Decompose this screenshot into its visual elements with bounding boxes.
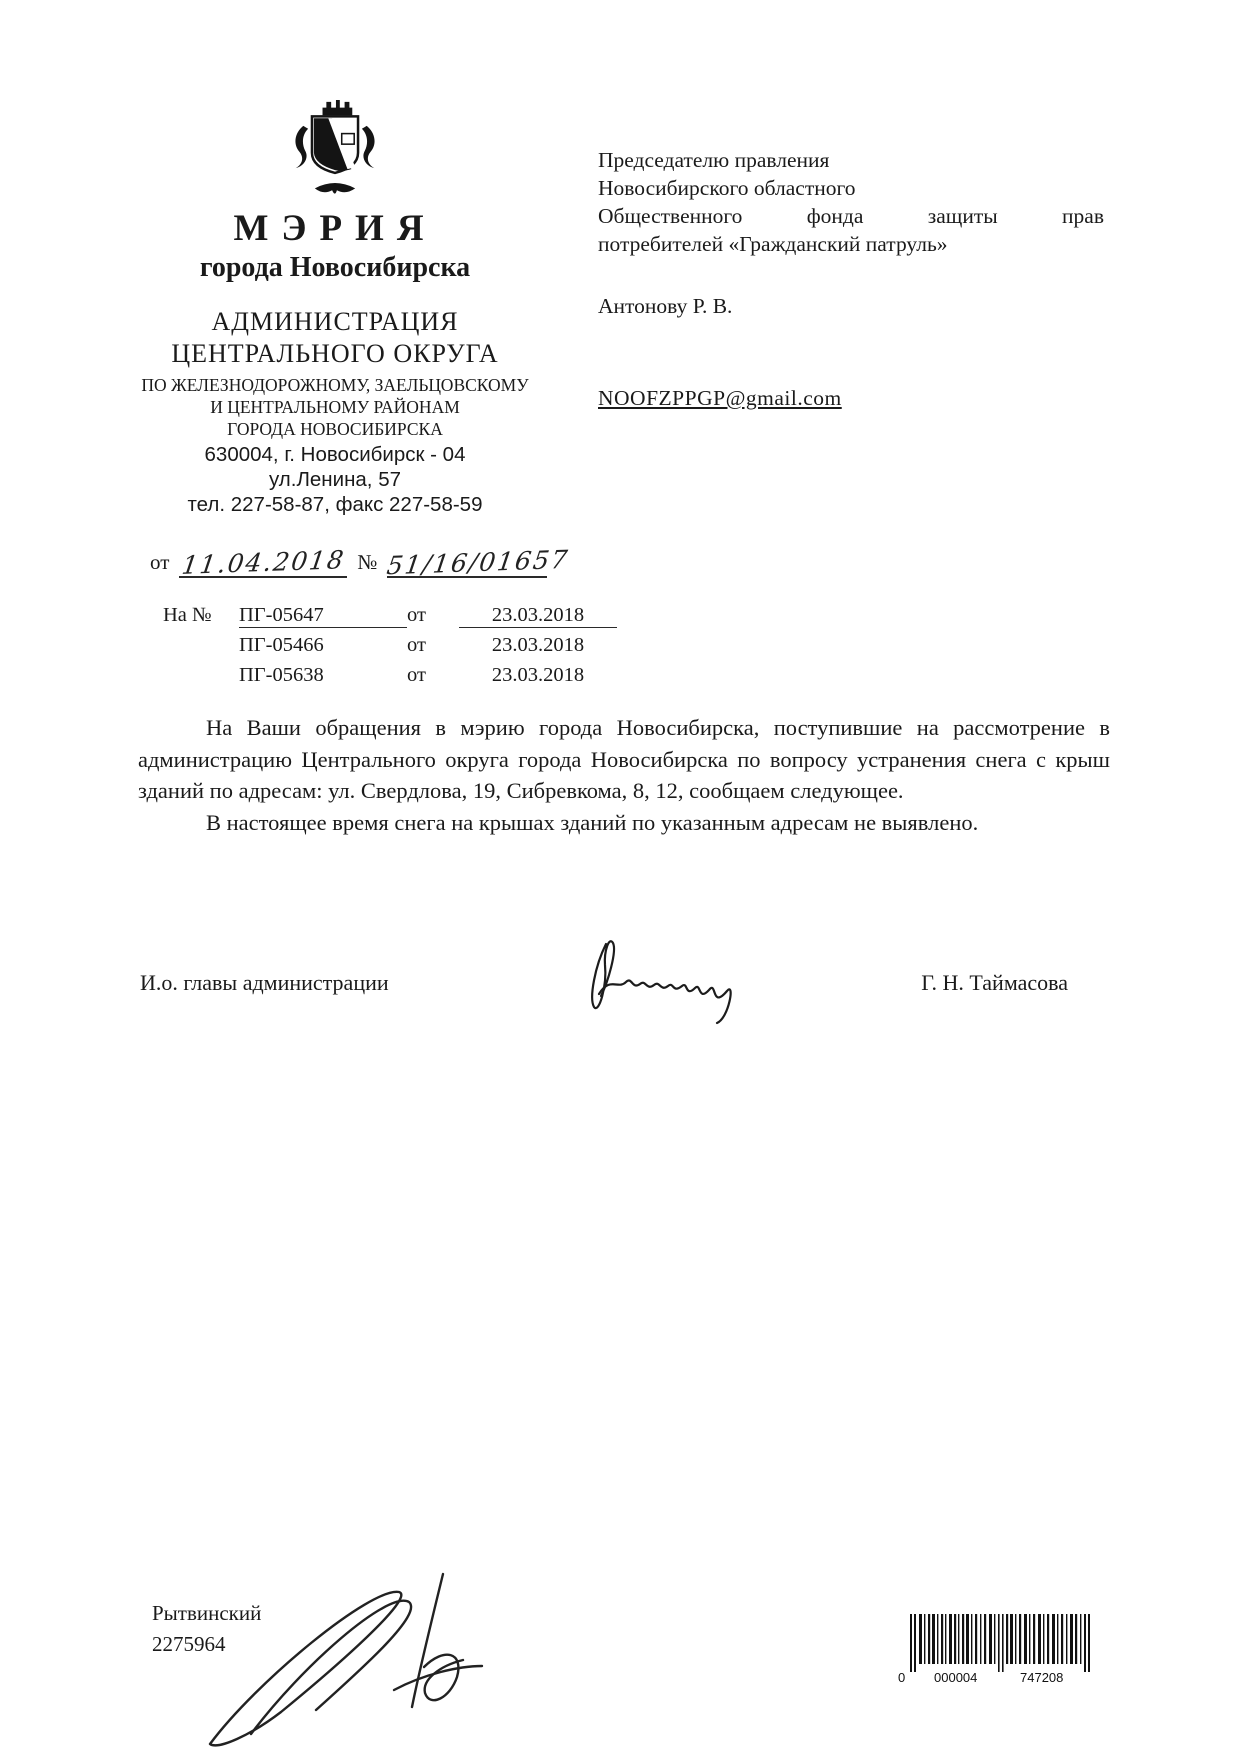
street-address-line: ул.Ленина, 57 bbox=[269, 468, 401, 491]
dept-line1: АДМИНИСТРАЦИЯ bbox=[211, 307, 459, 336]
recipient-email: NOOFZPPGP@gmail.com bbox=[598, 386, 842, 410]
districts-line2: И ЦЕНТРАЛЬНОМУ РАЙОНАМ bbox=[210, 397, 460, 417]
handwritten-number: 51/16/01657 bbox=[385, 544, 572, 581]
registration-barcode bbox=[896, 1614, 1106, 1686]
recipient-line: потребителей «Гражданский патруль» bbox=[598, 232, 948, 256]
reference-number: ПГ-05638 bbox=[239, 664, 324, 686]
reference-from-label: от bbox=[407, 604, 426, 626]
recipient-line: Общественного фонда защиты прав bbox=[598, 204, 1104, 228]
recipient-line: Председателю правления bbox=[598, 148, 830, 172]
letter-body bbox=[138, 712, 1110, 838]
executor-name: Рытвинский bbox=[152, 1601, 262, 1625]
from-label: от bbox=[150, 550, 170, 574]
letterhead bbox=[100, 95, 570, 517]
barcode-digits-right: 747208 bbox=[1020, 1670, 1064, 1685]
reference-row bbox=[163, 664, 617, 694]
number-field bbox=[385, 544, 572, 581]
phone-fax-line: тел. 227-58-87, факс 227-58-59 bbox=[187, 493, 483, 516]
districts-line3: ГОРОДА НОВОСИБИРСКА bbox=[227, 419, 443, 439]
org-name-line1: МЭРИЯ bbox=[233, 208, 437, 249]
reference-row bbox=[163, 634, 617, 664]
barcode-digit-left: 0 bbox=[898, 1670, 906, 1685]
signer-title: И.о. главы администрации bbox=[140, 970, 389, 995]
novosibirsk-coat-of-arms-icon bbox=[287, 95, 383, 201]
postal-address-line: 630004, г. Новосибирск - 04 bbox=[204, 443, 466, 466]
number-sign-label: № bbox=[357, 550, 378, 574]
reference-date: 23.03.2018 bbox=[459, 604, 617, 628]
date-field bbox=[179, 546, 347, 578]
org-name-line2: города Новосибирска bbox=[199, 252, 471, 283]
outgoing-ref-row bbox=[150, 544, 572, 581]
executor-phone: 2275964 bbox=[152, 1632, 226, 1656]
handwritten-date: 11.04.2018 bbox=[179, 545, 347, 580]
reference-number: ПГ-05647 bbox=[239, 604, 407, 628]
incoming-references bbox=[163, 604, 617, 694]
body-paragraph-2: В настоящее время снега на крышах зданий по указанным адресам не выявлено. bbox=[206, 809, 979, 835]
body-paragraph-1: На Ваши обращения в мэрию города Новосибирска, поступившие на рассмотрение в администрацию Центрального округа города Новосибирска по вопросу устранения снега с крыш зданий по адресам: ул. Свердлова, 19, Сибревкома, 8, 12, сообщаем следующее. bbox=[138, 715, 1110, 803]
reference-date: 23.03.2018 bbox=[491, 634, 585, 656]
reference-from-label: от bbox=[407, 634, 426, 656]
executor-signature-icon bbox=[196, 1552, 496, 1752]
reference-prefix: На № bbox=[163, 604, 212, 626]
recipient-line: Новосибирского областного bbox=[598, 176, 856, 200]
reference-date: 23.03.2018 bbox=[491, 664, 585, 686]
recipient-block bbox=[598, 146, 1104, 412]
signer-name: Г. Н. Таймасова bbox=[921, 970, 1068, 995]
reference-from-label: от bbox=[407, 664, 426, 686]
official-signature-icon bbox=[548, 928, 778, 1028]
barcode-digits-middle: 000004 bbox=[934, 1670, 978, 1685]
recipient-name: Антонову Р. В. bbox=[598, 294, 733, 318]
dept-line2: ЦЕНТРАЛЬНОГО ОКРУГА bbox=[171, 339, 499, 368]
reference-number: ПГ-05466 bbox=[239, 634, 324, 656]
districts-line1: ПО ЖЕЛЕЗНОДОРОЖНОМУ, ЗАЕЛЬЦОВСКОМУ bbox=[141, 375, 529, 395]
reference-row bbox=[163, 604, 617, 634]
